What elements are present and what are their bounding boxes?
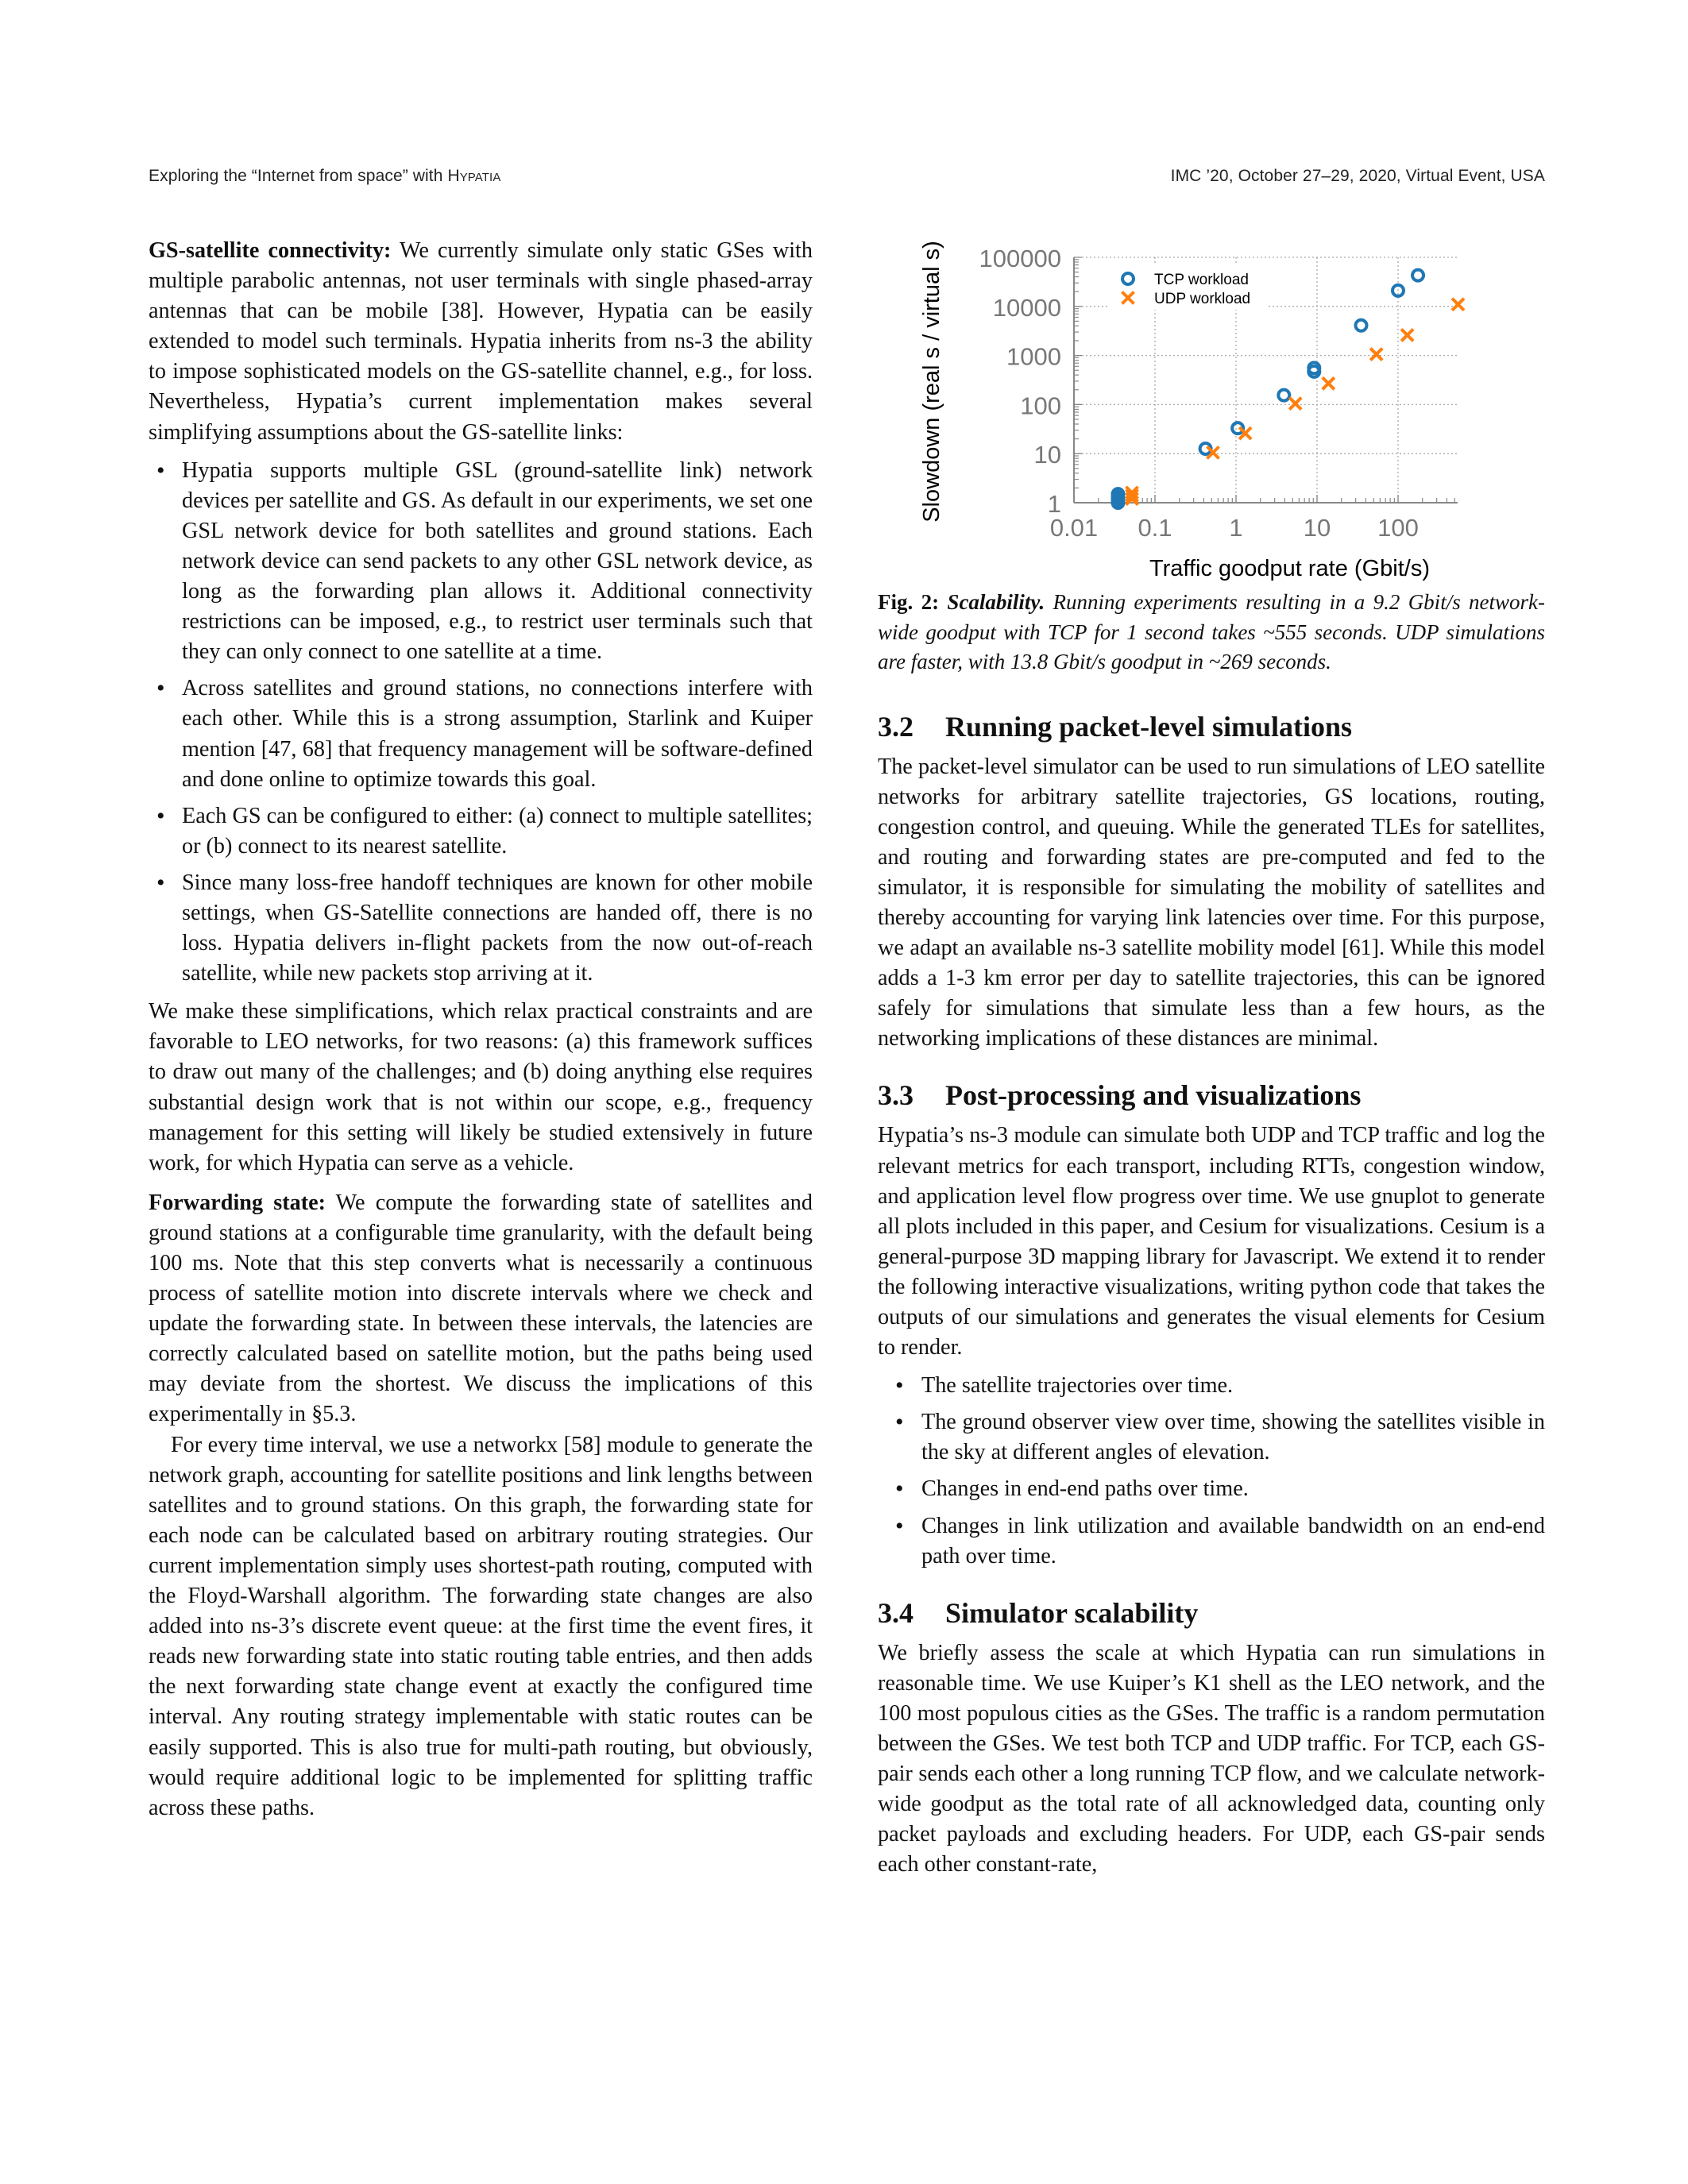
figure-title: Scalability. xyxy=(947,590,1045,614)
paragraph-networkx: For every time interval, we use a networkx [58] module to generate the network graph, accounting for satellite positions and link lengths between satellites and to ground stations. On this graph, the forwarding state for each node can be calculated based on arbitrary routing strategies. Our current implementation simply uses shortest-path routing, computed with the Floyd-Warshall algorithm. The forwarding state changes are also added into ns-3’s discrete event queue: at the first time the event fires, it reads new forwarding state into static routing table entries, and then adds the next forwarding state change event at exactly the configured time interval. Any routing strategy implementable with static routes can be easily supported. This is also true for multi-path routing, but obviously, would require additional logic to be implemented for splitting traffic across these paths. xyxy=(149,1432,813,1820)
section-heading-3-4 xyxy=(878,1596,1545,1630)
section-heading-3-3 xyxy=(878,1078,1545,1113)
list-item: • Across satellites and ground stations, no connections interfere with each other. While this is a strong assumption, Starlink and Kuiper mention [47, 68] that frequency management will be software-defined and done online to optimize towards this goal. xyxy=(149,673,813,794)
right-column xyxy=(878,588,1545,1881)
left-column xyxy=(149,236,813,1823)
runin-heading: GS-satellite connectivity: xyxy=(149,238,392,263)
udp-point-marker xyxy=(1323,377,1335,389)
y-axis-label: Slowdown (real s / virtual s) xyxy=(919,241,944,523)
list-item: • The ground observer view over time, showing the satellites visible in the sky at different angles of elevation. xyxy=(878,1407,1545,1468)
y-tick-label: 1 xyxy=(1047,490,1061,518)
x-tick-label: 100 xyxy=(1377,514,1419,542)
paragraph-forwarding-state xyxy=(149,1188,813,1430)
y-tick-label: 1000 xyxy=(1006,342,1061,371)
figure-label: Fig. 2: xyxy=(878,590,940,614)
udp-point-marker xyxy=(1370,349,1382,361)
udp-point-marker xyxy=(1401,329,1413,341)
y-tick-label: 100000 xyxy=(979,245,1061,272)
paragraph-text: We currently simulate only static GSes with multiple parabolic antennas, not user terminals with single phased-array antennas that can be mobile [38]. However, Hypatia can be easily extended to model such terminals. Hypatia inherits from ns-3 the ability to impose sophisticated models on the GS-satellite channel, e.g., for loss. Nevertheless, Hypatia’s current implementation makes several simplifying assumptions about the GS-satellite links: xyxy=(149,238,813,445)
legend-label-udp: UDP workload xyxy=(1154,291,1251,307)
x-tick-label: 0.1 xyxy=(1138,514,1172,542)
caption-text: Running experiments resulting in a 9.2 Gbit/s network-wide goodput with TCP for 1 second takes ~555 seconds. UDP simulations are faster, with 13.8 Gbit/s goodput in ~269 seconds. xyxy=(878,590,1546,673)
list-item: • Each GS can be configured to either: (a) connect to multiple satellites; or (b) connect to its nearest satellite. xyxy=(149,801,813,862)
x-tick-label: 0.01 xyxy=(1049,514,1099,542)
udp-point-marker xyxy=(1452,299,1464,311)
udp-point-marker xyxy=(1289,398,1301,410)
figure-scalability-chart xyxy=(878,222,1545,588)
list-item: • The satellite trajectories over time. xyxy=(878,1371,1545,1401)
paragraph-packet-level: The packet-level simulator can be used to run simulations of LEO satellite networks for arbitrary satellite trajectories, GS locations, routing, congestion control, and queuing. While the generated TLEs for satellites, and routing and forwarding states are pre-computed and fed to the simulator, it is responsible for simulating the mobility of satellites and thereby accounting for varying link latencies over time. For this purpose, we adapt an available ns-3 satellite mobility model [61]. While this model adds a 1-3 km error per day to satellite trajectories, this can be ignored safely for simulations that simulate less than a few hours, as the networking implications of these distances are minimal. xyxy=(878,754,1545,1051)
scatter-plot xyxy=(878,222,1545,588)
paragraph-text: We compute the forwarding state of satellites and ground stations at a configurable time granularity, with the default being 100 ms. Note that this step converts what is necessarily a continuous process of satellite motion into discrete intervals where we check and update the forwarding state. In between these intervals, the latencies are correctly calculated based on satellite motion, but the paths being used may deviate from the shortest. We discuss the implications of this experimentally in §5.3. xyxy=(149,1190,813,1427)
section-number: 3.2 xyxy=(878,710,914,743)
section-heading-3-2 xyxy=(878,709,1545,744)
running-header-left xyxy=(149,167,500,186)
paragraph-scalability: We briefly assess the scale at which Hypatia can run simulations in reasonable time. We use Kuiper’s K1 shell as the LEO network, and the 100 most populous cities as the GSes. The traffic is a random permutation between the GSes. We test both TCP and UDP traffic. For TCP, each GS-pair sends each other a long running TCP flow, and we calculate network-wide goodput as the total rate of all acknowledged data, counting only packet payloads and excluding headers. For UDP, each GS-pair sends each other constant-rate, xyxy=(878,1640,1545,1877)
paragraph-simplifications: We make these simplifications, which relax practical constraints and are favorable to LEO networks, for two reasons: (a) this framework suffices to draw out many of the challenges; and (b) doing anything else requires substantial design work that is not within our scope, e.g., frequency management for this setting will likely be studied extensively in future work, for which Hypatia can serve as a vehicle. xyxy=(149,999,813,1175)
running-header-right: IMC ’20, October 27–29, 2020, Virtual Event, USA xyxy=(1170,167,1545,185)
x-tick-label: 1 xyxy=(1229,514,1243,542)
section-title: Post-processing and visualizations xyxy=(945,1079,1362,1112)
y-tick-label: 10 xyxy=(1033,441,1061,469)
section-number: 3.4 xyxy=(878,1596,914,1629)
legend-label-tcp: TCP workload xyxy=(1154,272,1249,288)
section-title: Simulator scalability xyxy=(945,1596,1199,1629)
running-header-title: Exploring the “Internet from space” with xyxy=(149,167,448,185)
list-item: • Changes in link utilization and available bandwidth on an end-end path over time. xyxy=(878,1511,1545,1572)
visualization-list xyxy=(878,1371,1545,1572)
tcp-point-marker xyxy=(1355,320,1366,331)
tcp-point-marker xyxy=(1412,270,1423,281)
runin-heading: Forwarding state: xyxy=(149,1190,326,1215)
paragraph-post-processing: Hypatia’s ns-3 module can simulate both UDP and TCP traffic and log the relevant metrics for each transport, including RTTs, congestion window, and application level flow progress over time. We use gnuplot to generate all plots included in this paper, and Cesium for visualizations. Cesium is a general-purpose 3D mapping library for Javascript. We extend it to render the following interactive visualizations, writing python code that takes the outputs of our simulations and generates the visual elements for Cesium to render. xyxy=(878,1123,1545,1360)
section-number: 3.3 xyxy=(878,1079,914,1112)
paragraph-gs-connectivity xyxy=(149,236,813,448)
tcp-point-marker xyxy=(1278,390,1289,401)
x-tick-label: 10 xyxy=(1303,514,1331,542)
y-tick-label: 10000 xyxy=(992,293,1061,322)
list-item: • Since many loss-free handoff techniques are known for other mobile settings, when GS-Satellite connections are handed off, there is no loss. Hypatia delivers in-flight packets from the now out-of-reach satellite, while new packets stop arriving at it. xyxy=(149,868,813,989)
assumption-list xyxy=(149,456,813,990)
list-item: • Changes in end-end paths over time. xyxy=(878,1474,1545,1504)
figure-caption xyxy=(878,588,1545,677)
section-title: Running packet-level simulations xyxy=(945,710,1353,743)
y-tick-label: 100 xyxy=(1020,392,1061,420)
x-axis-label: Traffic goodput rate (Gbit/s) xyxy=(1149,556,1430,581)
running-header-system-name: Hypatia xyxy=(447,167,501,185)
list-item: • Hypatia supports multiple GSL (ground-satellite link) network devices per satellite and GS. As default in our experiments, we set one GSL network device for both satellites and ground stations. Each network device can send packets to any other GSL network device, as long as the forwarding plan allows it. Additional connectivity restrictions can be imposed, e.g., to restrict user terminals such that they can only connect to one satellite at a time. xyxy=(149,456,813,668)
